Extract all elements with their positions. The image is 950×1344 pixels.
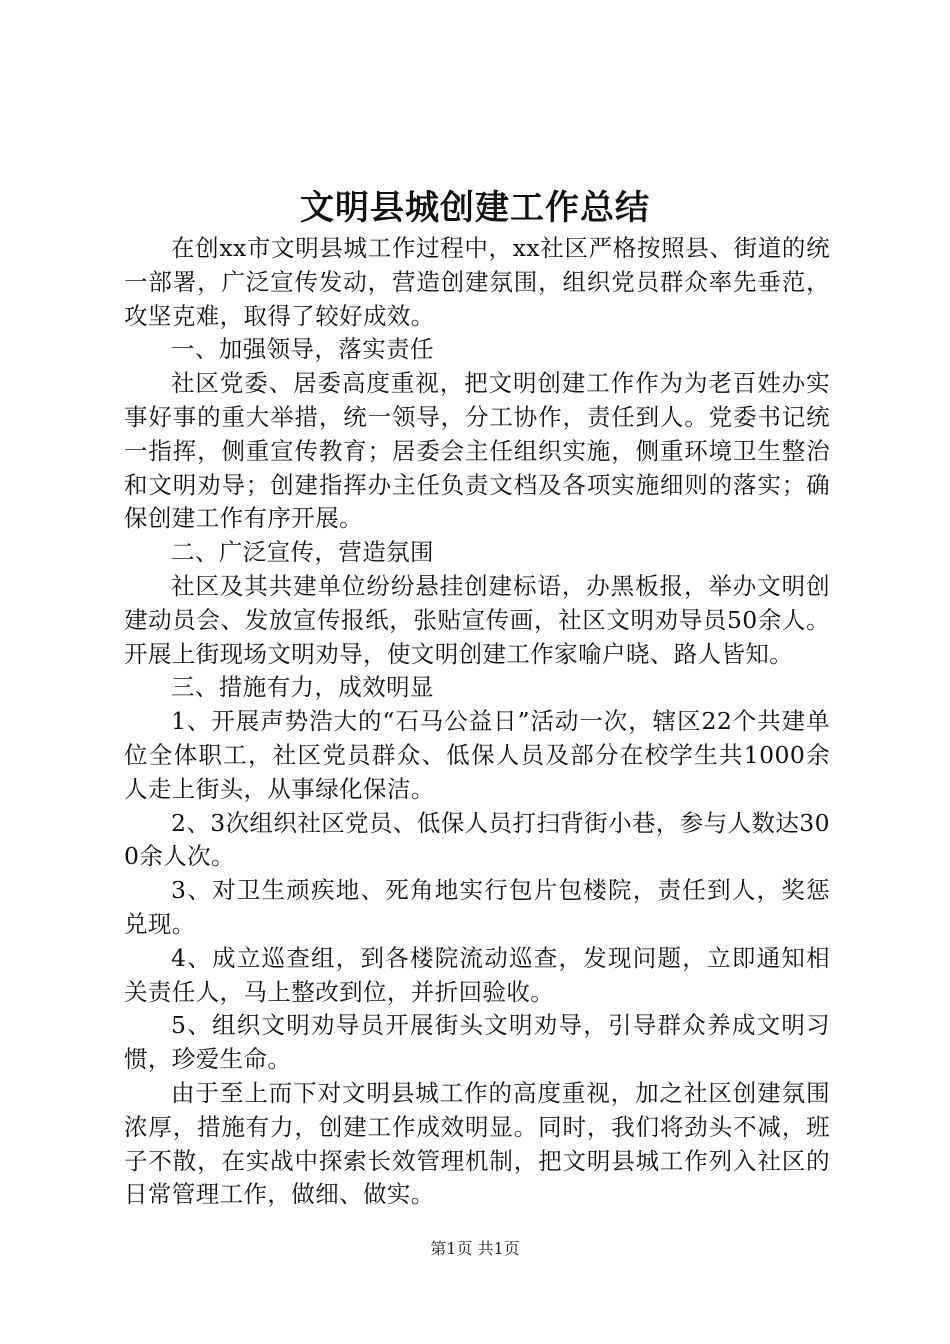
- measure-item-4: 4、成立巡查组，到各楼院流动巡查，发现问题，立即通知相关责任人，马上整改到位，并折回验收。: [124, 943, 830, 1006]
- paragraph-leadership: 社区党委、居委高度重视，把文明创建工作作为为老百姓办实事好事的重大举措，统一领导，分工协作，责任到人。党委书记统一指挥，侧重宣传教育；居委会主任组织实施，侧重环境卫生整治和文明劝导；创建指挥办主任负责文档及各项实施细则的落实；确保创建工作有序开展。: [124, 369, 830, 533]
- section-heading-3: 三、措施有力，成效明显: [171, 673, 434, 702]
- section-heading-1: 一、加强领导，落实责任: [171, 335, 434, 364]
- measure-item-3: 3、对卫生顽疾地、死角地实行包片包楼院，责任到人，奖惩兑现。: [124, 876, 830, 938]
- paragraph-intro: 在创xx市文明县城工作过程中，xx社区严格按照县、街道的统一部署，广泛宣传发动，营造创建氛围，组织党员群众率先垂范，攻坚克难，取得了较好成效。: [124, 234, 830, 330]
- document-body: [124, 232, 830, 1212]
- measure-item-1: 1、开展声势浩大的“石马公益日”活动一次，辖区22个共建单位全体职工，社区党员群众、低保人员及部分在校学生共1000余人走上街头，从事绿化保洁。: [124, 707, 830, 803]
- page-footer: 第1页 共1页: [430, 1239, 520, 1258]
- measure-item-2: 2、3次组织社区党员、低保人员打扫背街小巷，参与人数达300余人次。: [124, 808, 830, 871]
- section-heading-2: 二、广泛宣传，营造氛围: [171, 538, 434, 567]
- paragraph-publicity: 社区及其共建单位纷纷悬挂创建标语，办黑板报，举办文明创建动员会、发放宣传报纸，张贴宣传画，社区文明劝导员50余人。开展上街现场文明劝导，使文明创建工作家喻户晓、路人皆知。: [124, 571, 830, 668]
- paragraph-conclusion: 由于至上而下对文明县城工作的高度重视，加之社区创建氛围浓厚，措施有力，创建工作成效明显。同时，我们将劲头不减，班子不散，在实战中探索长效管理机制，把文明县城工作列入社区的日常管理工作，做细、做实。: [124, 1078, 830, 1209]
- measure-item-5: 5、组织文明劝导员开展街头文明劝导，引导群众养成文明习惯，珍爱生命。: [124, 1011, 830, 1074]
- document-title: 文明县城创建工作总结: [300, 188, 650, 228]
